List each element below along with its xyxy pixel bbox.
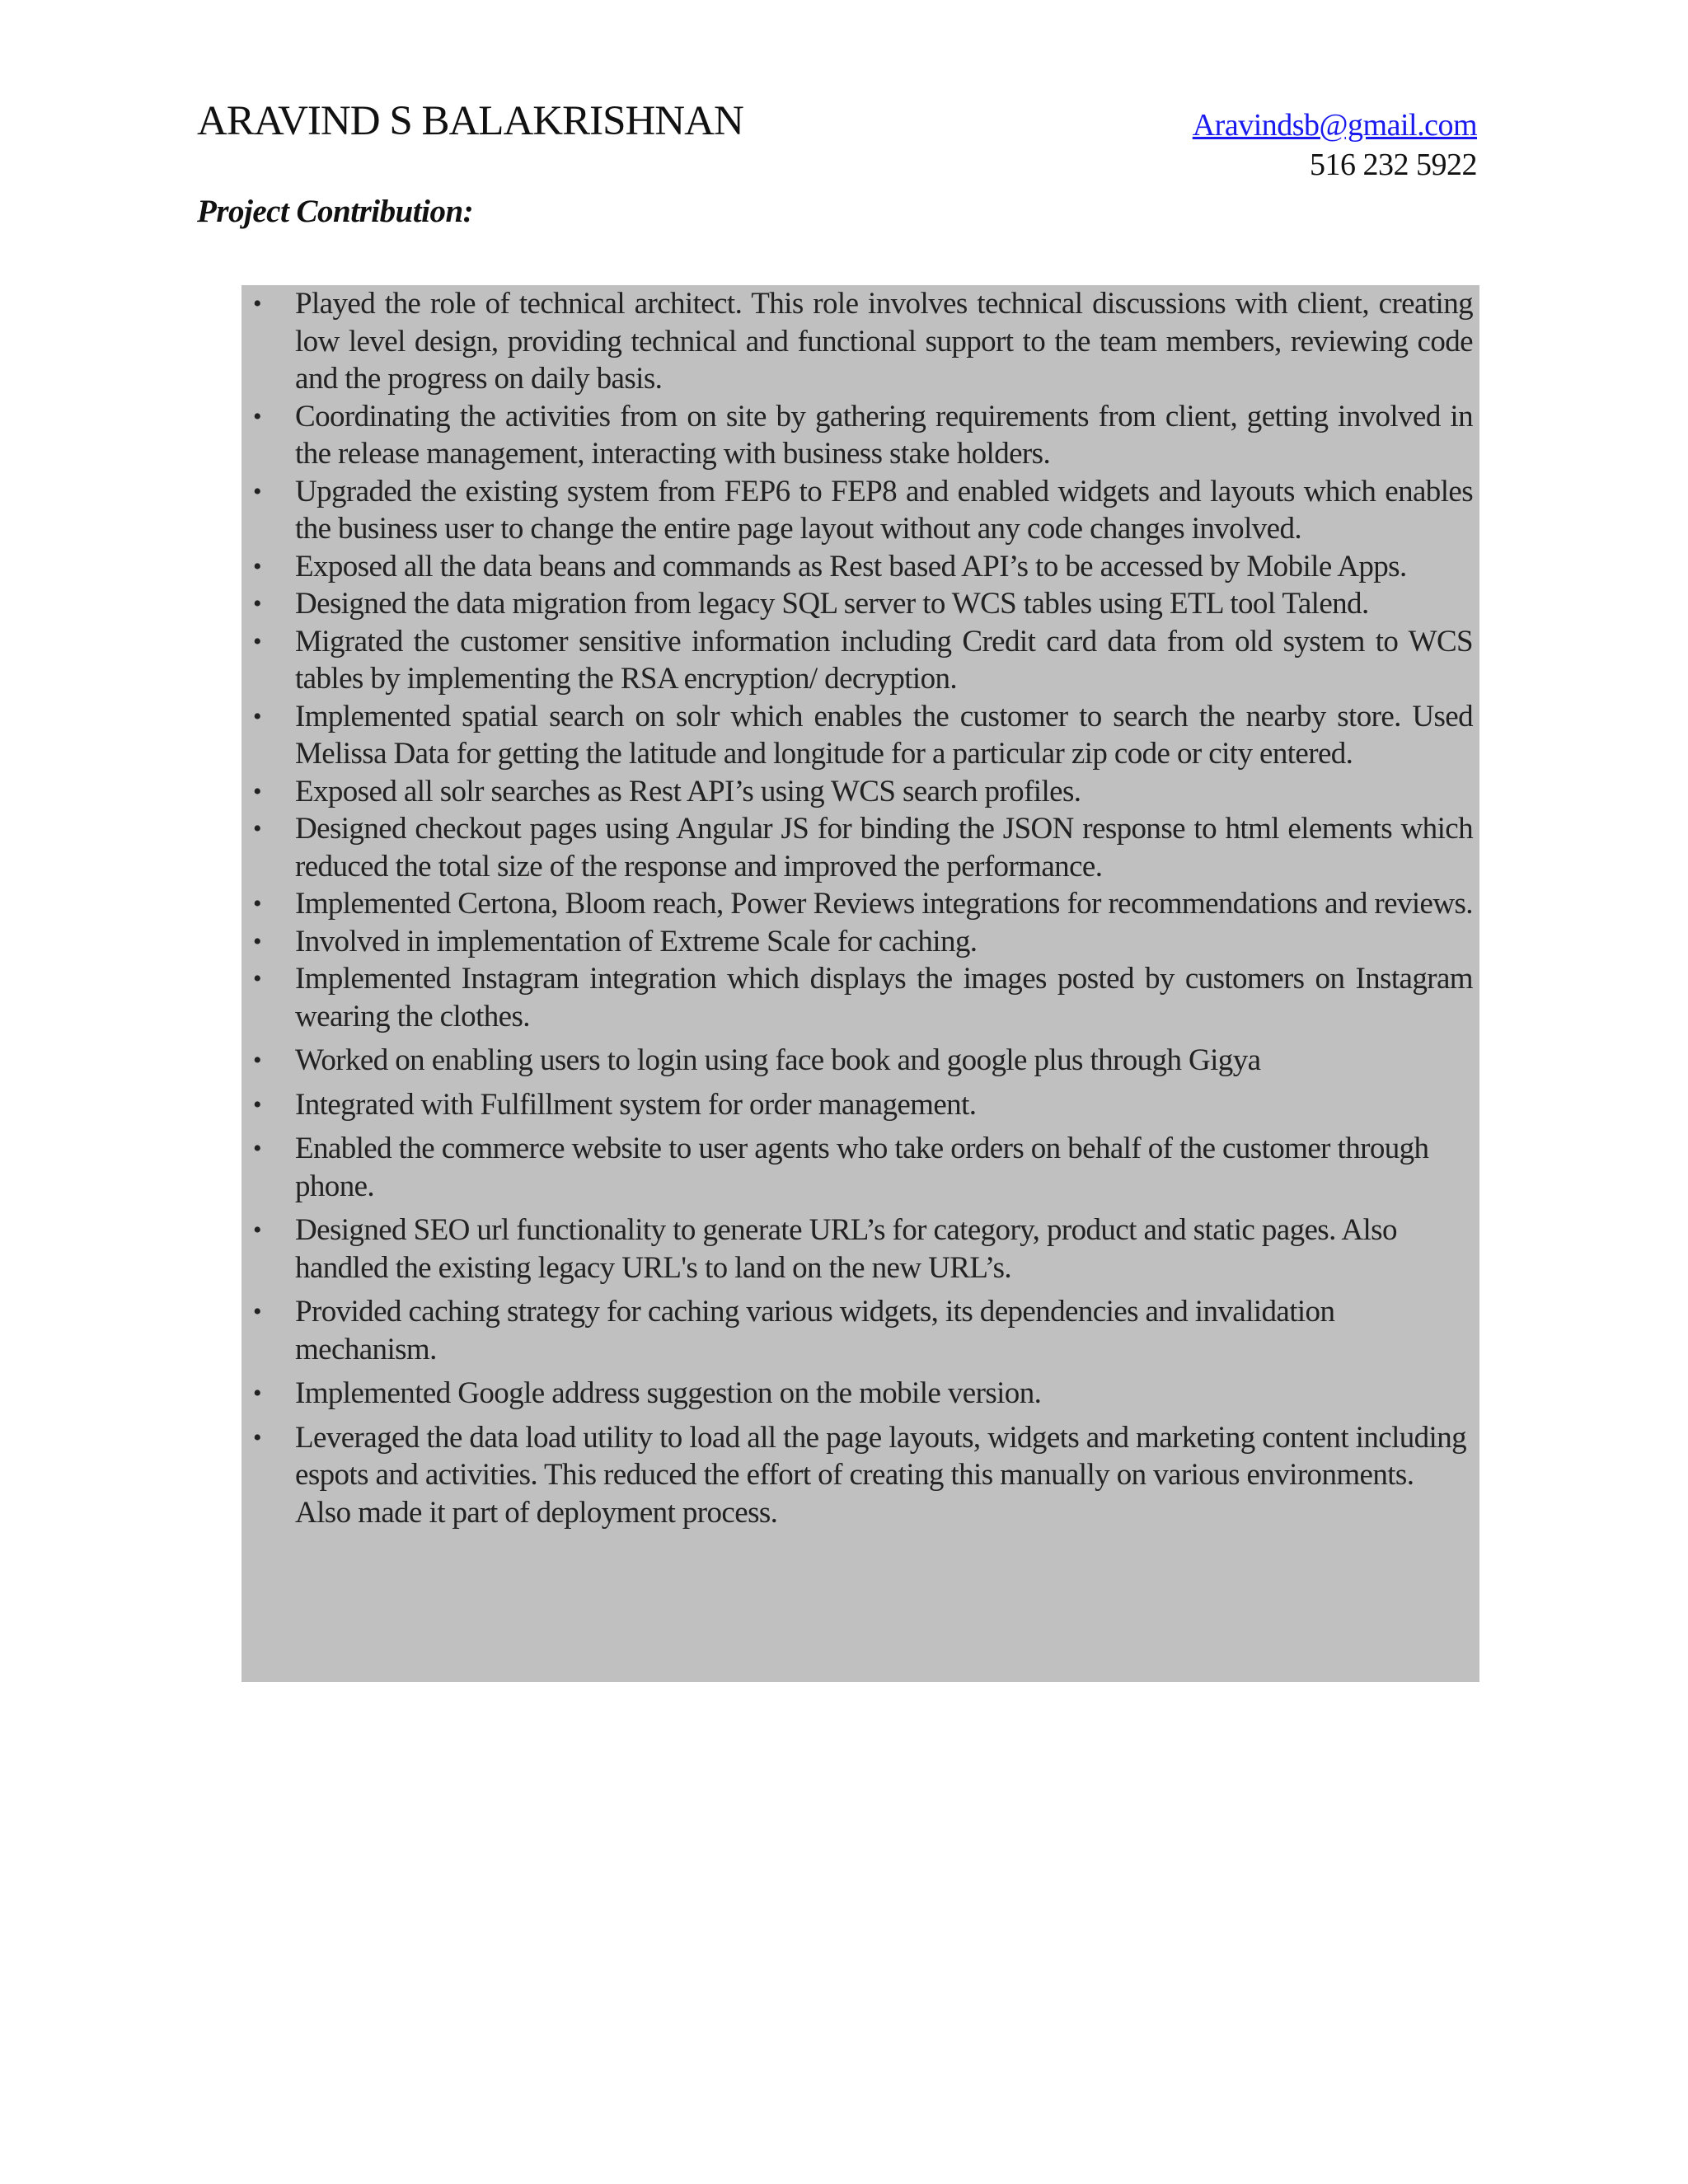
- bullet-icon: •: [253, 590, 261, 617]
- list-item: [241, 1419, 1479, 1532]
- bullet-icon: •: [253, 1135, 261, 1162]
- bullet-icon: •: [253, 965, 261, 992]
- list-item: [241, 1375, 1479, 1413]
- list-item-text: Designed checkout pages using Angular JS for binding the JSON response to html elements which reduced the total size of the response and improved the performance.: [295, 812, 1473, 883]
- list-item-text: Implemented spatial search on solr which enables the customer to search the nearby store. Used Melissa Data for getting the latitude and longitude for a particular zip code or city entered.: [295, 699, 1473, 771]
- list-item: [241, 548, 1479, 586]
- list-item-text: Coordinating the activities from on site by gathering requirements from client, getting involved in the release management, interacting with business stake holders.: [295, 399, 1473, 471]
- list-item: [241, 285, 1479, 398]
- bullet-icon: •: [253, 1298, 261, 1325]
- contributions-list: [241, 285, 1479, 1531]
- list-item: [241, 1130, 1479, 1205]
- list-item-text: Played the role of technical architect. This role involves technical discussions with client, creating low level design, providing technical and functional support to the team members, reviewing code and the progress on daily basis.: [295, 287, 1473, 396]
- list-item-text: Upgraded the existing system from FEP6 to FEP8 and enabled widgets and layouts which enables the business user to change the entire page layout without any code changes involved.: [295, 474, 1473, 546]
- list-item-text: Implemented Certona, Bloom reach, Power Reviews integrations for recommendations and reviews.: [295, 887, 1473, 921]
- list-item-text: Designed the data migration from legacy SQL server to WCS tables using ETL tool Talend.: [295, 587, 1369, 621]
- list-item-text: Migrated the customer sensitive information including Credit card data from old system to WCS tables by implementing the RSA encryption/ decryption.: [295, 624, 1473, 696]
- list-item-text: Leveraged the data load utility to load all the page layouts, widgets and marketing content including espots and activities. This reduced the effort of creating this manually on various environments. Also made it part of deployment process.: [295, 1420, 1467, 1530]
- bullet-icon: •: [253, 1090, 261, 1118]
- list-item: [241, 1293, 1479, 1368]
- phone-number: 516 232 5922: [1310, 148, 1477, 182]
- bullet-icon: •: [253, 627, 261, 655]
- list-item: [241, 773, 1479, 811]
- list-item: [241, 923, 1479, 961]
- list-item-text: Enabled the commerce website to user agents who take orders on behalf of the customer through phone.: [295, 1132, 1429, 1203]
- list-item-text: Integrated with Fulfillment system for order management.: [295, 1087, 977, 1122]
- list-item: [241, 623, 1479, 698]
- bullet-icon: •: [253, 1047, 261, 1074]
- list-item: [241, 473, 1479, 548]
- list-item: [241, 810, 1479, 885]
- list-item-text: Provided caching strategy for caching various widgets, its dependencies and invalidation mechanism.: [295, 1295, 1335, 1366]
- list-item: [241, 1212, 1479, 1286]
- list-item: [241, 1086, 1479, 1124]
- section-title: Project Contribution:: [197, 194, 474, 229]
- list-item: [241, 698, 1479, 773]
- bullet-icon: •: [253, 1216, 261, 1244]
- list-item: [241, 885, 1479, 923]
- bullet-icon: •: [253, 290, 261, 317]
- bullet-icon: •: [253, 927, 261, 955]
- list-item-text: Designed SEO url functionality to generate URL’s for category, product and static pages. Also handled the existing legacy URL's to land on the new URL’s.: [295, 1213, 1397, 1285]
- list-item: [241, 1042, 1479, 1080]
- bullet-icon: •: [253, 477, 261, 505]
- list-item: [241, 960, 1479, 1035]
- list-item-text: Implemented Google address suggestion on the mobile version.: [295, 1376, 1042, 1410]
- list-item: [241, 585, 1479, 623]
- list-item-text: Exposed all solr searches as Rest API’s using WCS search profiles.: [295, 774, 1081, 808]
- bullet-icon: •: [253, 1380, 261, 1407]
- bullet-icon: •: [253, 552, 261, 580]
- list-item-text: Exposed all the data beans and commands as Rest based API’s to be accessed by Mobile Apps.: [295, 549, 1407, 583]
- list-item-text: Involved in implementation of Extreme Scale for caching.: [295, 924, 978, 958]
- email-link[interactable]: Aravindsb@gmail.com: [1192, 108, 1477, 143]
- bullet-icon: •: [253, 815, 261, 842]
- bullet-icon: •: [253, 777, 261, 805]
- bullet-icon: •: [253, 702, 261, 730]
- list-item-text: Worked on enabling users to login using face book and google plus through Gigya: [295, 1043, 1261, 1077]
- bullet-icon: •: [253, 402, 261, 430]
- list-item-text: Implemented Instagram integration which displays the images posted by customers on Instagram wearing the clothes.: [295, 962, 1473, 1033]
- list-item: [241, 398, 1479, 473]
- candidate-name: ARAVIND S BALAKRISHNAN: [197, 98, 743, 144]
- contributions-box: [241, 285, 1479, 1682]
- bullet-icon: •: [253, 1423, 261, 1451]
- bullet-icon: •: [253, 890, 261, 917]
